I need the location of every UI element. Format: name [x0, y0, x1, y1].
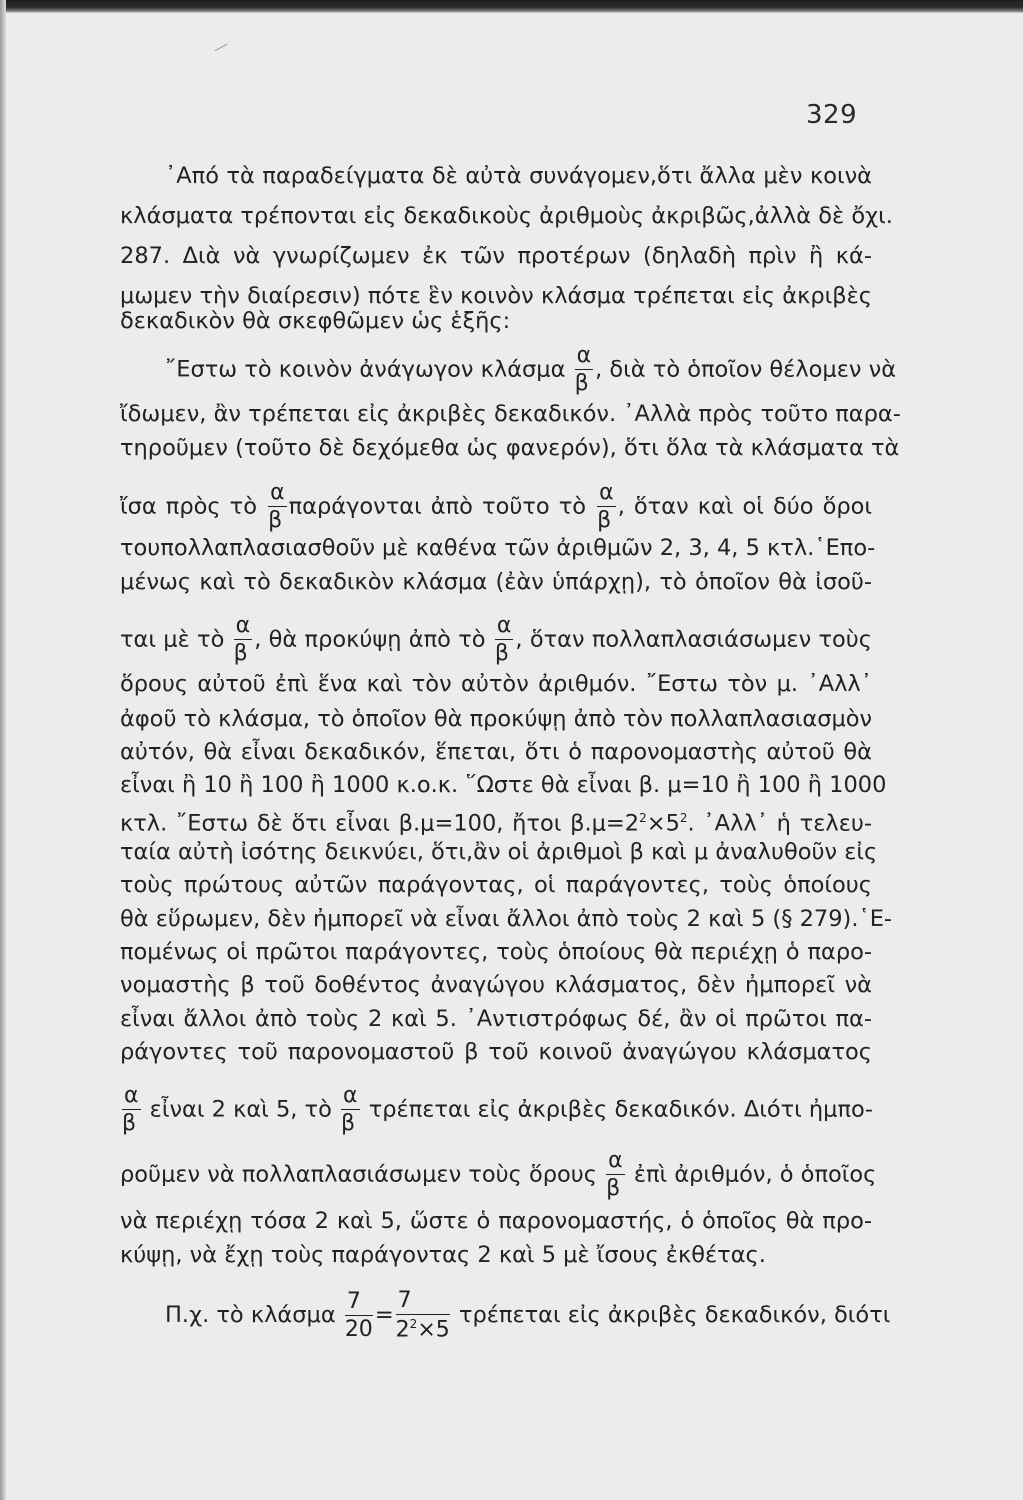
scan-speck: [215, 44, 228, 51]
page-number: 329: [806, 100, 858, 130]
text-line: ὅρους αὐτοῦ ἐπὶ ἕνα καὶ τὸν αὐτὸν ἀριθμόν. ῎Εστω τὸν μ. ᾿Αλλ᾿: [120, 671, 872, 697]
den-base: 2: [395, 1317, 410, 1343]
fraction-alpha-beta: [495, 615, 514, 665]
scan-left-edge: [0, 0, 6, 1500]
text-run: , διὰ τὸ ὁποῖον θέλομεν νὰ: [595, 356, 897, 383]
fraction-alpha-beta: [606, 1150, 625, 1200]
fraction-denominator: β: [574, 371, 589, 396]
text-line: τοὺς πρώτους αὐτῶν παράγοντας, οἱ παράγοντες, τοὺς ὁποίους: [120, 872, 872, 898]
text-line: κύψῃ, νὰ ἔχῃ τοὺς παράγοντας 2 καὶ 5 μὲ ἴσους ἐκθέτας.: [120, 1242, 766, 1268]
fraction-denominator: β: [494, 641, 509, 666]
text-run: ροῦμεν νὰ πολλαπλασιάσωμεν τοὺς ὅρους: [120, 1161, 598, 1188]
den-rest: ×5: [417, 1317, 450, 1343]
text-line: ἴδωμεν, ἂν τρέπεται εἰς ἀκριβὲς δεκαδικόν. ᾿Αλλὰ πρὸς τοῦτο παρα-: [120, 401, 901, 427]
text-line: μένως καὶ τὸ δεκαδικὸν κλάσμα (ἐὰν ὑπάρχῃ), τὸ ὁποῖον θὰ ἰσοῦ-: [120, 569, 872, 595]
text-line-with-fraction: [120, 1085, 872, 1135]
text-line: 287. Διὰ νὰ γνωρίζωμεν ἐκ τῶν προτέρων (δηλαδὴ πρὶν ἢ κά-: [120, 243, 872, 269]
text-line: αὐτόν, θὰ εἶναι δεκαδικόν, ἕπεται, ὅτι ὁ παρονομαστὴς αὐτοῦ θὰ: [120, 739, 872, 765]
fraction-numerator: α: [343, 1083, 358, 1108]
text-line: εἶναι ἄλλοι ἀπὸ τοὺς 2 καὶ 5. ᾿Αντιστρόφως δέ, ἂν οἱ πρῶτοι πα-: [120, 1006, 872, 1032]
fraction-denominator: 20: [344, 1316, 373, 1342]
text-line: τηροῦμεν (τοῦτο δὲ δεχόμεθα ὡς φανερόν), ὅτι ὅλα τὰ κλάσματα τὰ: [120, 435, 900, 461]
text-run: εἶναι 2 καὶ 5, τὸ: [149, 1096, 332, 1123]
exponent: 2: [639, 811, 647, 825]
fraction-numerator: 7: [345, 1291, 373, 1316]
text-run: ×5: [646, 810, 680, 837]
text-line: θὰ εὕρωμεν, δὲν ἠμπορεῖ νὰ εἶναι ἄλλοι ἀπὸ τοὺς 2 καὶ 5 (§ 279).῾Ε-: [120, 906, 893, 932]
fraction-alpha-beta: [341, 1085, 360, 1135]
fraction-denominator: β: [268, 508, 283, 533]
fraction-numerator: α: [496, 613, 512, 638]
text-line-with-fraction: [120, 482, 872, 532]
fraction-numerator: α: [124, 1083, 139, 1108]
text-line: νὰ περιέχῃ τόσα 2 καὶ 5, ὥστε ὁ παρονομαστής, ὁ ὁποῖος θὰ προ-: [120, 1208, 872, 1234]
text-line: μωμεν τὴν διαίρεσιν) πότε ἓν κοινὸν κλάσμα τρέπεται εἰς ἀκριβὲς: [120, 283, 872, 309]
fraction-alpha-beta: [122, 1085, 141, 1135]
text-line: δεκαδικὸν θὰ σκεφθῶμεν ὡς ἑξῆς:: [120, 308, 511, 334]
text-run: ται μὲ τὸ: [120, 626, 225, 653]
fraction-numerator: 7: [396, 1290, 450, 1315]
scan-top-edge: [0, 0, 1023, 13]
fraction-alpha-beta: [597, 482, 616, 532]
text-run: , ὅταν πολλαπλασιάσωμεν τοὺς: [515, 626, 872, 653]
fraction-denominator: β: [341, 1111, 356, 1136]
exponent: 2: [409, 1317, 418, 1331]
exponent: 2: [679, 811, 688, 825]
fraction-numerator: α: [608, 1148, 623, 1173]
text-run: , θὰ προκύψῃ ἀπὸ τὸ: [254, 626, 486, 653]
fraction-numerator: α: [235, 613, 251, 638]
fraction-alpha-beta: [575, 345, 594, 395]
fraction-alpha-beta: [234, 615, 253, 665]
text-run: ἐπὶ ἀριθμόν, ὁ ὁποῖος: [633, 1161, 877, 1188]
equals-sign: =: [374, 1302, 394, 1329]
text-line: εἶναι ἢ 10 ἢ 100 ἢ 1000 κ.ο.κ. ῞Ωστε θὰ εἶναι β. μ=10 ἢ 100 ἢ 1000: [120, 772, 887, 798]
text-line: ᾿Από τὰ παραδείγματα δὲ αὐτὰ συνάγομεν,ὅτι ἄλλα μὲν κοινὰ: [165, 163, 872, 189]
fraction-denominator: β: [122, 1111, 137, 1136]
fraction-seven-factored: [396, 1290, 450, 1341]
fraction-numerator: α: [599, 480, 614, 505]
text-run: παράγονται ἀπὸ τοῦτο τὸ: [288, 493, 587, 520]
text-line: ράγοντες τοῦ παρονομαστοῦ β τοῦ κοινοῦ ἀναγώγου κλάσματος: [120, 1039, 872, 1065]
text-line-with-fraction: [165, 1288, 891, 1343]
text-run: τρέπεται εἰς ἀκριβὲς δεκαδικόν. Διότι ἠμπο-: [368, 1096, 873, 1123]
fraction-alpha-beta: [268, 482, 287, 532]
fraction-seven-twenty: [344, 1288, 373, 1342]
text-line: ἀφοῦ τὸ κλάσμα, τὸ ὁποῖον θὰ προκύψῃ ἀπὸ τὸν πολλαπλασιασμὸν: [120, 706, 873, 732]
text-run: Π.χ. τὸ κλάσμα: [165, 1302, 336, 1329]
text-line-with-fraction: [120, 1148, 877, 1201]
text-run: ῎Εστω τὸ κοινὸν ἀνάγωγον κλάσμα: [165, 356, 566, 383]
text-run: κτλ. ῎Εστω δὲ ὅτι εἶναι β.μ=100, ἤτοι β.μ=2: [120, 810, 640, 837]
fraction-denominator: [396, 1315, 450, 1341]
fraction-denominator: β: [606, 1176, 621, 1201]
fraction-denominator: β: [233, 641, 248, 666]
text-line: κλάσματα τρέπονται εἰς δεκαδικοὺς ἀριθμοὺς ἀκριβῶς,ἀλλὰ δὲ ὄχι.: [120, 203, 893, 229]
fraction-numerator: α: [576, 343, 592, 368]
text-line: νομαστὴς β τοῦ δοθέντος ἀναγώγου κλάσματος, δὲν ἠμπορεῖ νὰ: [120, 972, 872, 998]
text-line-with-exponents: [120, 802, 872, 840]
text-line-with-fraction: [165, 343, 897, 396]
text-run: . ᾿Αλλ᾿ ἡ τελευ-: [687, 810, 872, 837]
text-line: τουπολλαπλασιασθοῦν μὲ καθένα τῶν ἀριθμῶν 2, 3, 4, 5 κτλ.῾Επο-: [120, 535, 876, 561]
text-run: , ὅταν καὶ οἱ δύο ὅροι: [617, 493, 873, 520]
text-run: τρέπεται εἰς ἀκριβὲς δεκαδικόν, διότι: [458, 1302, 891, 1329]
fraction-denominator: β: [597, 508, 612, 533]
text-line-with-fraction: [120, 615, 872, 665]
text-run: ἴσα πρὸς τὸ: [120, 493, 257, 520]
text-line: πομένως οἱ πρῶτοι παράγοντες, τοὺς ὁποίους θὰ περιέχῃ ὁ παρο-: [120, 939, 872, 965]
fraction-numerator: α: [270, 480, 285, 505]
text-line: ταία αὐτὴ ἰσότης δεικνύει, ὅτι,ἂν οἱ ἀριθμοὶ β καὶ μ ἀναλυθοῦν εἰς: [120, 839, 878, 865]
